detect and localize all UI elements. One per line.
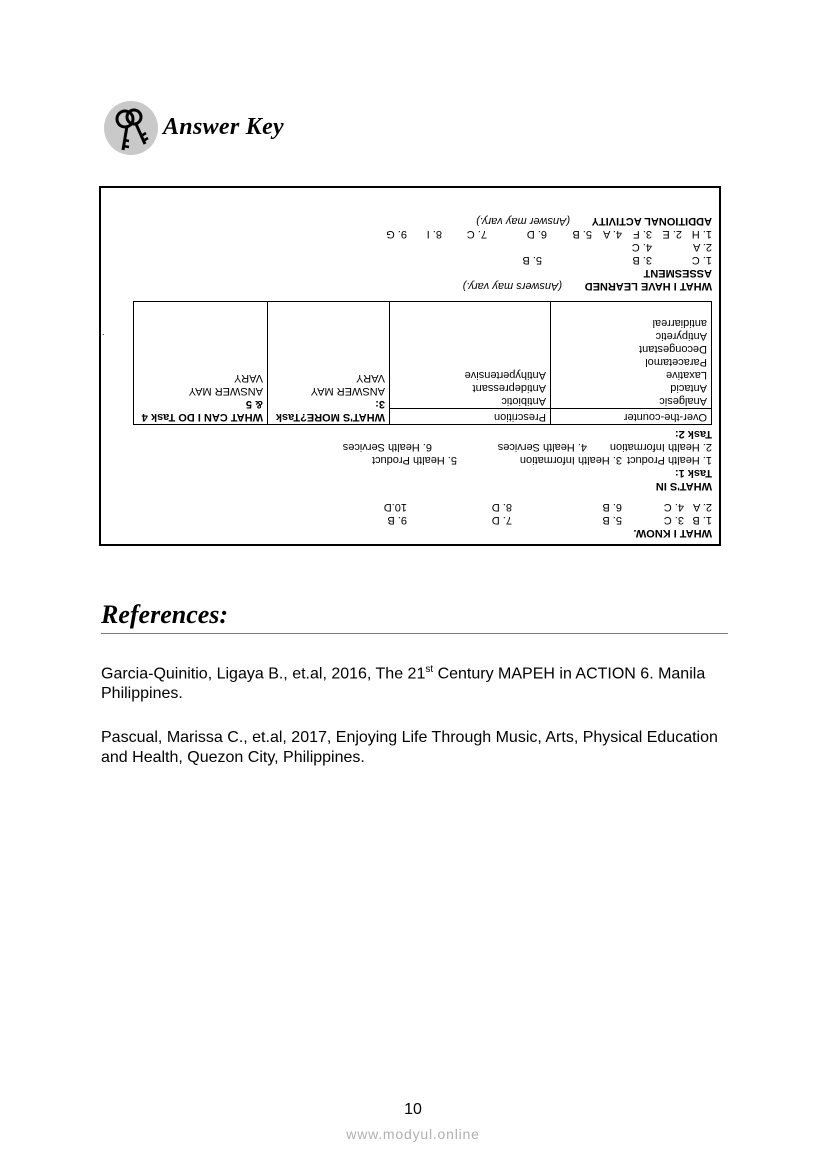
- reference-2: Pascual, Marissa C., et.al, 2017, Enjoying Life Through Music, Arts, Physical Education and Health, Quezon City, Philippines.: [101, 729, 718, 766]
- references-heading: References:: [101, 600, 229, 629]
- answer-key-box: [99, 186, 721, 546]
- reference-1: Garcia-Quinitio, Ligaya B., et.al, 2016, The 21st Century MAPEH in ACTION 6. Manila Philippines.: [101, 664, 706, 703]
- task2-label: Task 2:: [674, 428, 712, 440]
- page-title: Answer Key: [163, 114, 285, 140]
- what-i-know-row-2: 2. A 4. C 6. B 8. D 10.D: [383, 501, 712, 513]
- whats-in-heading: WHAT'S IN: [655, 480, 712, 492]
- header-otc: Over-the-counter: [551, 409, 712, 425]
- header-whats-more: WHAT'S MORE?Task 3: ANSWER MAY VARY: [268, 302, 390, 425]
- header-prescription: Prescrition: [390, 409, 551, 425]
- assessment-row-1: 1. C 3. B 5. B: [522, 254, 712, 266]
- task1-line-2: 2. Health Information 4. Health Services 6. Health Services: [342, 441, 712, 453]
- what-i-know-row-1: 1. B 3. C 5. B 7. D 9. B: [387, 514, 712, 526]
- references-divider: [101, 633, 728, 634]
- prescription-list: Antibiotic Antidepressant Antihypertensive: [390, 302, 551, 409]
- additional-row: 1. H 2. E 3. F 4. A 5. B 6. D 7. C 8. I 9. G: [386, 228, 712, 240]
- task1-label: Task 1:: [674, 467, 712, 479]
- answer-key-upside-down: [101, 188, 719, 544]
- stray-mark: .: [102, 327, 105, 337]
- page-number: 10: [404, 1101, 422, 1118]
- assessment-row-2: 2. A 4. C: [631, 241, 712, 253]
- task1-line-1: 1. Health Product 3. Health Information 5. Health Product: [372, 454, 712, 466]
- otc-list: Analgesic Antacid Laxative Paracetamol Decongestant Antipyretic antidiarreal: [551, 302, 712, 409]
- learned-heading: WHAT I HAVE LEARNED (Answers may vary.): [462, 280, 712, 292]
- watermark: www.modyul.online: [346, 1126, 480, 1142]
- what-i-know-heading: WHAT I KNOW.: [633, 527, 712, 539]
- header-what-can-i-do: WHAT CAN I DO Task 4 & 5 ANSWER MAY VARY: [134, 302, 268, 425]
- task2-table: [133, 301, 712, 425]
- keys-icon: [103, 100, 159, 156]
- additional-heading: ADDITIONAL ACTIVITY (Answer may vary.): [476, 215, 712, 227]
- assessment-heading: ASSESMENT: [643, 267, 712, 279]
